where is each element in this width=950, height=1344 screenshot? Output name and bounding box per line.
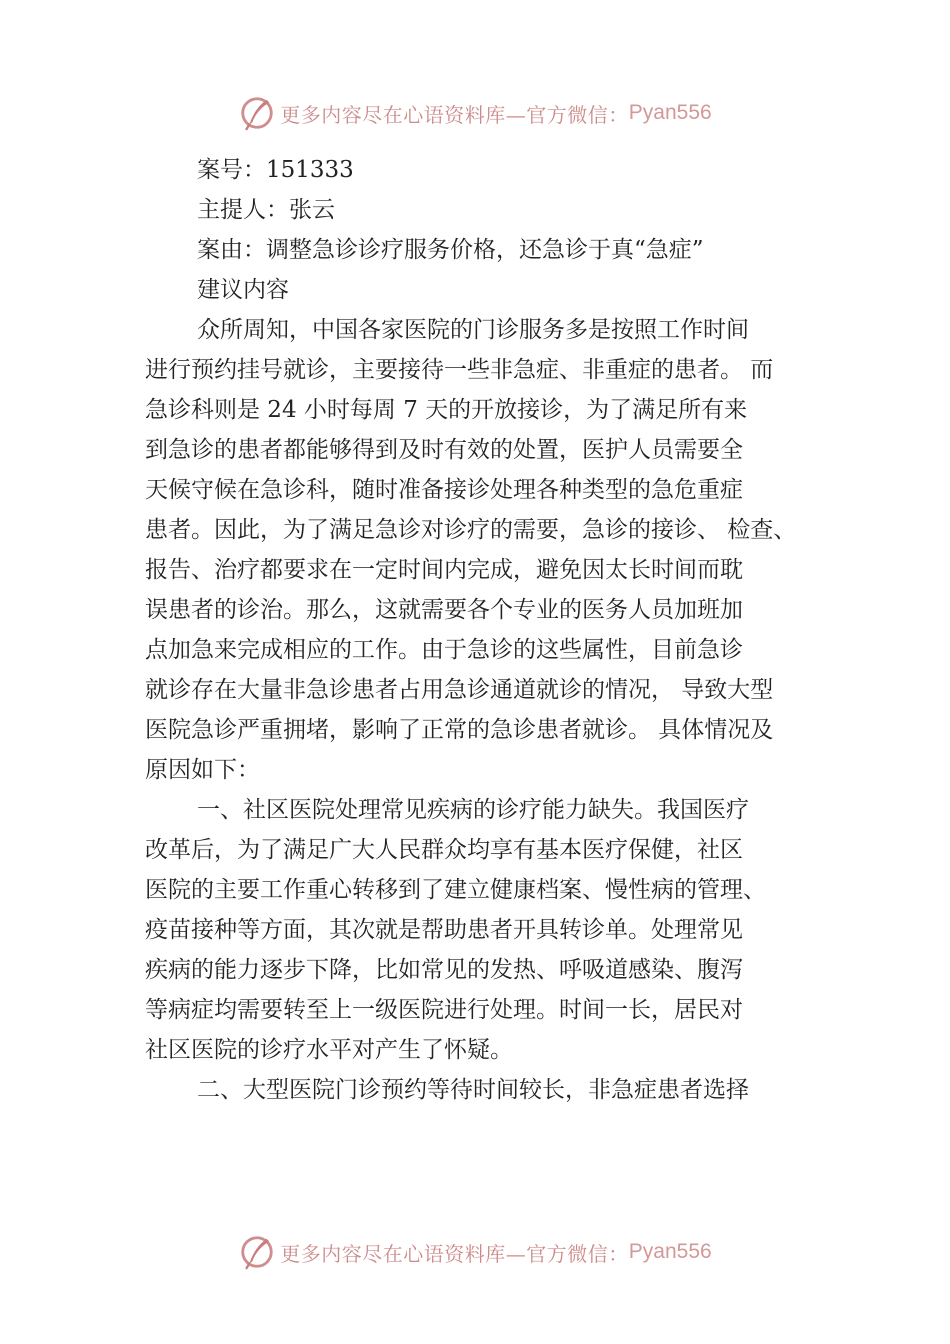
section-title: 建议内容 (197, 277, 289, 303)
case-number: 案号：151333 (197, 157, 354, 183)
paragraph-line: 二、大型医院门诊预约等待时间较长，非急症患者选择 (197, 1077, 749, 1103)
paragraph-line: 医院的主要工作重心转移到了建立健康档案、慢性病的管理、 (145, 877, 766, 903)
paragraph-line: 误患者的诊治。那么，这就需要各个专业的医务人员加班加 (145, 597, 743, 623)
watermark-banner-top (0, 93, 950, 133)
watermark-wechat-id: Pyan556 (628, 101, 712, 124)
paragraph-line: 疫苗接种等方面，其次就是帮助患者开具转诊单。处理常见 (145, 917, 743, 943)
feather-pen-logo-icon (238, 1233, 276, 1271)
watermark-text: 更多内容尽在心语资料库—官方微信： (280, 1241, 629, 1266)
paragraph-line: 进行预约挂号就诊，主要接待一些非急症、非重症的患者。 而 (145, 357, 774, 383)
watermark-banner-bottom (0, 1232, 950, 1272)
paragraph-line: 报告、治疗都要求在一定时间内完成，避免因太长时间而耽 (145, 557, 743, 583)
paragraph-line: 疾病的能力逐步下降，比如常见的发热、呼吸道感染、腹泻 (145, 957, 743, 983)
watermark-text: 更多内容尽在心语资料库—官方微信： (280, 102, 629, 127)
paragraph-line: 等病症均需要转至上一级医院进行处理。时间一长，居民对 (145, 997, 743, 1023)
document-body (145, 150, 825, 1110)
case-subject: 案由：调整急诊诊疗服务价格，还急诊于真“急症” (197, 237, 704, 263)
feather-pen-logo-icon (238, 94, 276, 132)
paragraph-line: 急诊科则是 24 小时每周 7 天的开放接诊，为了满足所有来 (145, 397, 748, 423)
paragraph-line: 改革后，为了满足广大人民群众均享有基本医疗保健，社区 (145, 837, 743, 863)
paragraph-line: 天候守候在急诊科，随时准备接诊处理各种类型的急危重症 (145, 477, 743, 503)
paragraph-line: 就诊存在大量非急诊患者占用急诊通道就诊的情况， 导致大型 (145, 677, 774, 703)
paragraph-line: 原因如下： (145, 757, 260, 783)
proposer: 主提人：张云 (197, 197, 335, 223)
paragraph-line: 患者。因此，为了满足急诊对诊疗的需要，急诊的接诊、 检查、 (145, 517, 797, 543)
paragraph-line: 到急诊的患者都能够得到及时有效的处置，医护人员需要全 (145, 437, 743, 463)
paragraph-line: 众所周知，中国各家医院的门诊服务多是按照工作时间 (197, 317, 749, 343)
paragraph-line: 一、社区医院处理常见疾病的诊疗能力缺失。我国医疗 (197, 797, 749, 823)
paragraph-line: 社区医院的诊疗水平对产生了怀疑。 (145, 1037, 513, 1063)
paragraph-line: 点加急来完成相应的工作。由于急诊的这些属性，目前急诊 (145, 637, 743, 663)
watermark-wechat-id: Pyan556 (628, 1240, 712, 1263)
paragraph-line: 医院急诊严重拥堵，影响了正常的急诊患者就诊。 具体情况及 (145, 717, 774, 743)
